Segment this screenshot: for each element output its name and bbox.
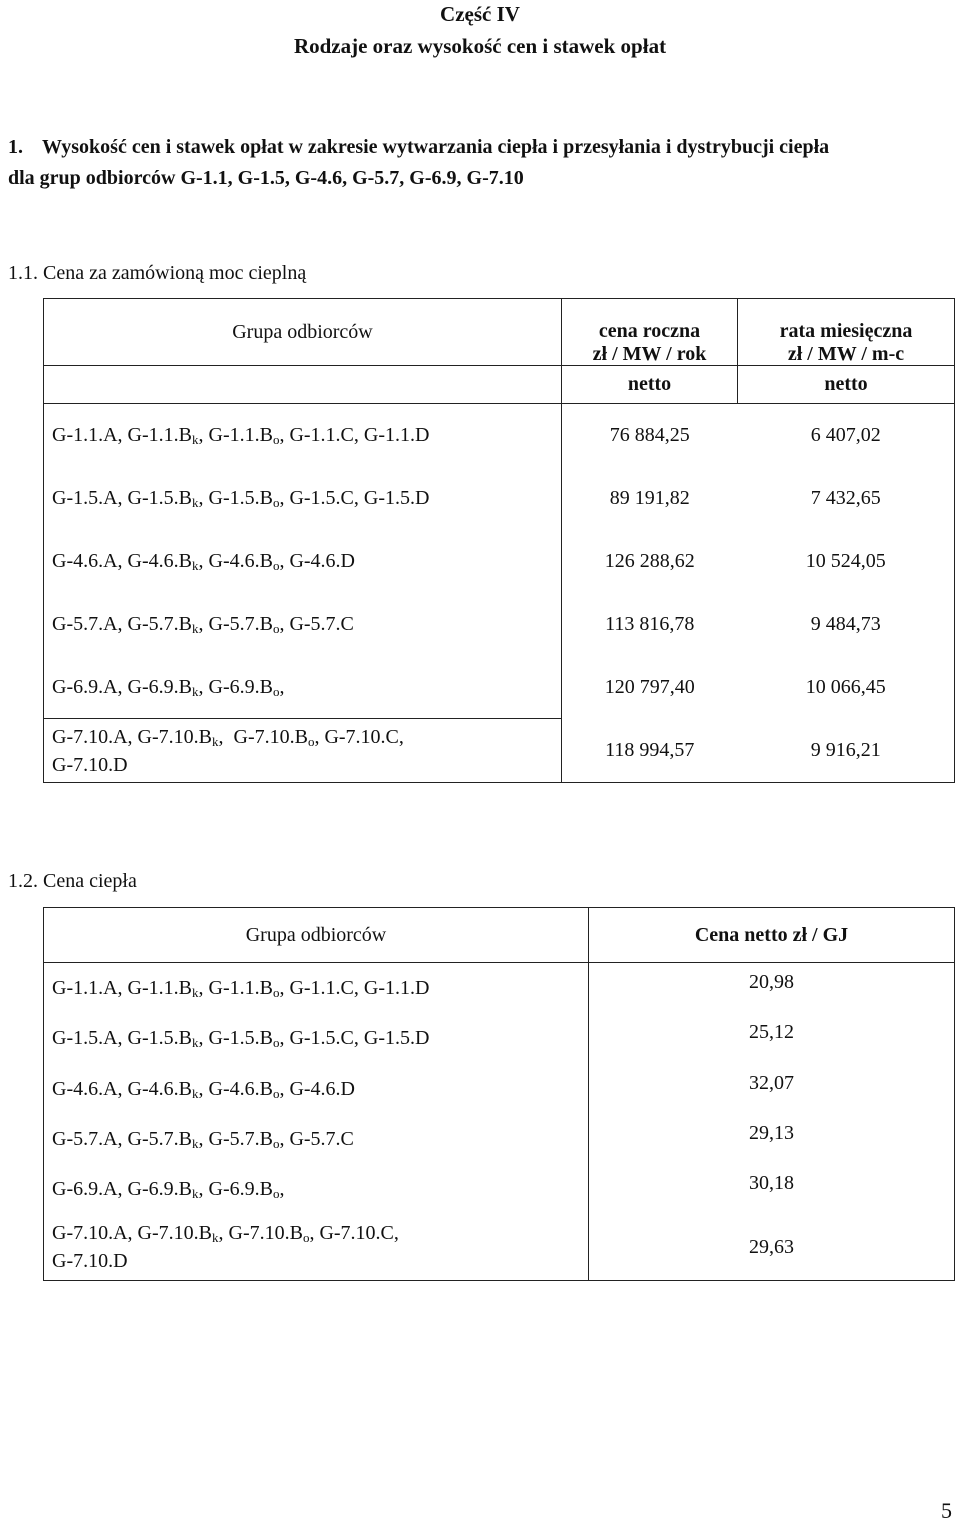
header-annual-line1: cena roczna [598,319,701,342]
table-row [44,1164,955,1215]
row-annual-price: 126 288,62 [604,549,695,572]
row-group: G-5.7.A, $G-5.7.B_k$, $G-5.7.B_o$, G-5.7.C [44,593,562,656]
section-1-text-line1: Wysokość cen i stawek opłat w zakresie wytwarzania ciepła i przesyłania i dystrybucji ciepła [42,136,830,158]
page-number: 5 [941,1498,952,1523]
row-group: G-4.6.A, $G-4.6.B_k$, $G-4.6.B_o$, G-4.6.D [44,1064,589,1114]
row-heat-price: 32,07 [589,1064,955,1114]
header-annual [562,299,738,343]
section-1-number: 1. [8,136,23,158]
row-monthly-rate: 7 432,65 [738,467,955,530]
row-monthly-rate: 9 484,73 [738,593,955,656]
row-monthly-rate: 10 524,05 [738,530,955,593]
table-row [44,1013,955,1064]
table-row [44,404,955,467]
header-group: Grupa odbiorców [44,299,562,366]
row-group: G-6.9.A, $G-6.9.B_k$, $G-6.9.B_o$, [44,1164,589,1215]
row-group: G-5.7.A, $G-5.7.B_k$, $G-5.7.B_o$, G-5.7.C [44,1114,589,1164]
row-monthly-rate: 9 916,21 [738,719,955,783]
header-monthly-line1: rata miesięczna [779,319,913,342]
header-monthly-unit: zł / MW / m-c [738,343,955,366]
row-annual-price: 120 797,40 [604,675,695,698]
row-group: G-1.1.A, $G-1.1.B_k$, $G-1.1.B_o$, G-1.1.C, G-1.1.D [44,404,562,467]
table-row [44,530,955,593]
header-annual-unit: zł / MW / rok [562,343,738,366]
subsection-1-2-title: 1.2. Cena ciepła [8,870,137,892]
row-annual-price: 113 816,78 [605,612,695,635]
table-row [44,1114,955,1164]
row-annual-price: 89 191,82 [609,486,690,509]
row-group: G-7.10.A, $G-7.10.B_k$, $G-7.10.B_o$, G-7.10.C, G-7.10.D [44,719,562,783]
header-price: Cena netto zł / GJ [589,908,955,963]
header-group-continued [44,366,562,404]
header-annual-netto: netto [562,366,738,404]
row-group: G-1.1.A, $G-1.1.B_k$, $G-1.1.B_o$, G-1.1.C, G-1.1.D [44,963,589,1013]
row-annual-price: 76 884,25 [609,423,690,446]
row-heat-price: 30,18 [589,1164,955,1215]
row-group: G-1.5.A, $G-1.5.B_k$, $G-1.5.B_o$, G-1.5.C, G-1.5.D [44,1013,589,1064]
row-heat-price: 29,13 [589,1114,955,1164]
section-1-text-line2: dla grup odbiorców G-1.1, G-1.5, G-4.6, G-5.7, G-6.9, G-7.10 [8,167,524,189]
header-monthly [738,299,955,343]
row-group: G-6.9.A, $G-6.9.B_k$, $G-6.9.B_o$, [44,656,562,719]
row-heat-price: 29,63 [589,1215,955,1281]
table-row [44,656,955,719]
table-row [44,719,955,783]
row-heat-price: 20,98 [589,963,955,1013]
row-group: G-4.6.A, $G-4.6.B_k$, $G-4.6.B_o$, G-4.6.D [44,530,562,593]
row-group: G-1.5.A, $G-1.5.B_k$, $G-1.5.B_o$, G-1.5.C, G-1.5.D [44,467,562,530]
row-annual-price: 118 994,57 [562,719,738,783]
row-monthly-rate: 6 407,02 [738,404,955,467]
header-monthly-netto: netto [738,366,955,404]
table-row [44,593,955,656]
part-subtitle: Rodzaje oraz wysokość cen i stawek opłat [293,34,667,58]
table-row [44,963,955,1013]
header-group: Grupa odbiorców [44,908,589,963]
part-title: Część IV [440,2,520,26]
row-monthly-rate: 10 066,45 [738,656,955,719]
section-1-heading [8,132,953,194]
capacity-price-table [43,298,955,783]
table-row [44,467,955,530]
table-row [44,1215,955,1281]
table-row [44,1064,955,1114]
heat-price-table [43,907,955,1281]
subsection-1-1-title: 1.1. Cena za zamówioną moc cieplną [8,262,307,284]
row-group: G-7.10.A, $G-7.10.B_k$, $G-7.10.B_o$, G-7.10.C, G-7.10.D [44,1215,589,1281]
row-heat-price: 25,12 [589,1013,955,1064]
